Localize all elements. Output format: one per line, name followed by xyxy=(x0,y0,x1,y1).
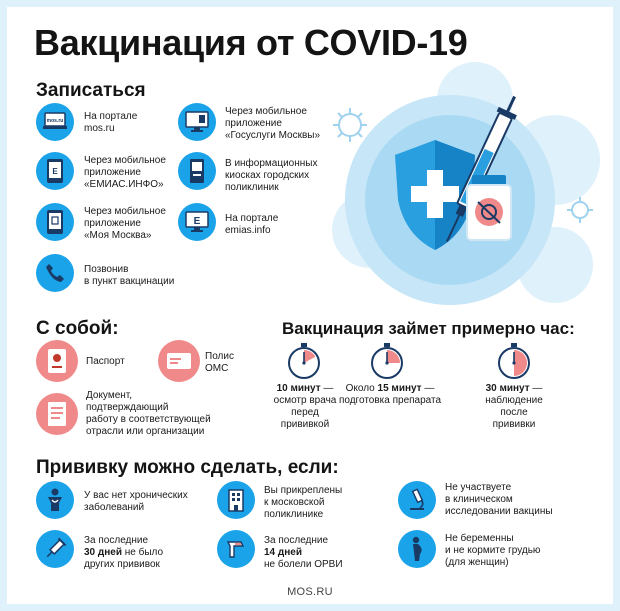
page-title: Вакцинация от COVID-19 xyxy=(34,22,468,63)
condition-text: Вы прикреплены к московской поликлинике xyxy=(264,485,343,520)
phone-app-icon xyxy=(36,203,74,241)
bring-item-text: Полис ОМС xyxy=(205,351,234,374)
bring-heading: С собой: xyxy=(36,318,119,339)
svg-text:mos.ru: mos.ru xyxy=(46,118,64,124)
condition-text: Не участвуете в клиническом исследовании вакцины xyxy=(445,482,553,517)
duration-step-text: 10 минут — осмотр врача перед прививкой xyxy=(273,383,337,430)
microscope-icon xyxy=(398,481,436,519)
signup-option-text: Через мобильное приложение «Моя Москва» xyxy=(84,206,166,241)
building-icon xyxy=(217,481,255,519)
signup-option-text: Через мобильное приложение «ЕМИАС.ИНФО» xyxy=(84,155,166,190)
signup-option-text: На портале emias.info xyxy=(225,213,279,236)
condition-text: Не беременны и не кормите грудью (для женщин) xyxy=(445,533,541,568)
signup-option-text: Через мобильное приложение «Госуслуги Москвы» xyxy=(225,106,321,141)
condition-text: За последние 30 дней не было других прививок xyxy=(84,535,164,570)
monitor-icon xyxy=(178,103,216,141)
phone-call-icon xyxy=(36,254,74,292)
syringe-icon xyxy=(36,530,74,568)
oms-card-icon xyxy=(158,340,200,382)
bring-item-text: Паспорт xyxy=(86,356,125,367)
timer-icon xyxy=(497,341,531,379)
virus-icon xyxy=(333,108,367,142)
duration-step-text: 30 минут — наблюдение после прививки xyxy=(485,383,543,430)
condition-text: За последние 14 дней не болели ОРВИ xyxy=(264,535,343,570)
body-icon xyxy=(36,481,74,519)
signup-option-text: Позвонив в пункт вакцинации xyxy=(84,264,175,287)
duration-heading: Вакцинация займет примерно час: xyxy=(282,319,575,338)
vaccine-illustration xyxy=(300,60,605,325)
duration-step-text: Около 15 минут — подготовка препарата xyxy=(338,383,442,406)
svg-text:E: E xyxy=(52,167,58,176)
svg-text:E: E xyxy=(193,216,201,227)
monitor-e-icon xyxy=(178,203,216,241)
passport-icon xyxy=(36,340,78,382)
kiosk-icon xyxy=(178,152,216,190)
timer-icon xyxy=(370,341,404,379)
signup-heading: Записаться xyxy=(36,80,146,101)
signup-option-text: В информационных киосках городских поликлиник xyxy=(225,158,318,193)
footer-source: MOS.RU xyxy=(287,586,333,598)
conditions-heading: Прививку можно сделать, если: xyxy=(36,457,339,478)
bring-item-text: Документ, подтверждающий работу в соответствующей отрасли или организации xyxy=(86,390,211,437)
laptop-icon xyxy=(36,103,74,141)
pregnant-icon xyxy=(398,530,436,568)
thermometer-icon xyxy=(217,530,255,568)
signup-option-text: На портале mos.ru xyxy=(84,111,138,134)
timer-icon xyxy=(287,341,321,379)
condition-text: У вас нет хронических заболеваний xyxy=(84,490,188,513)
phone-app-icon xyxy=(36,152,74,190)
vial-icon xyxy=(472,175,506,185)
document-icon xyxy=(36,393,78,435)
